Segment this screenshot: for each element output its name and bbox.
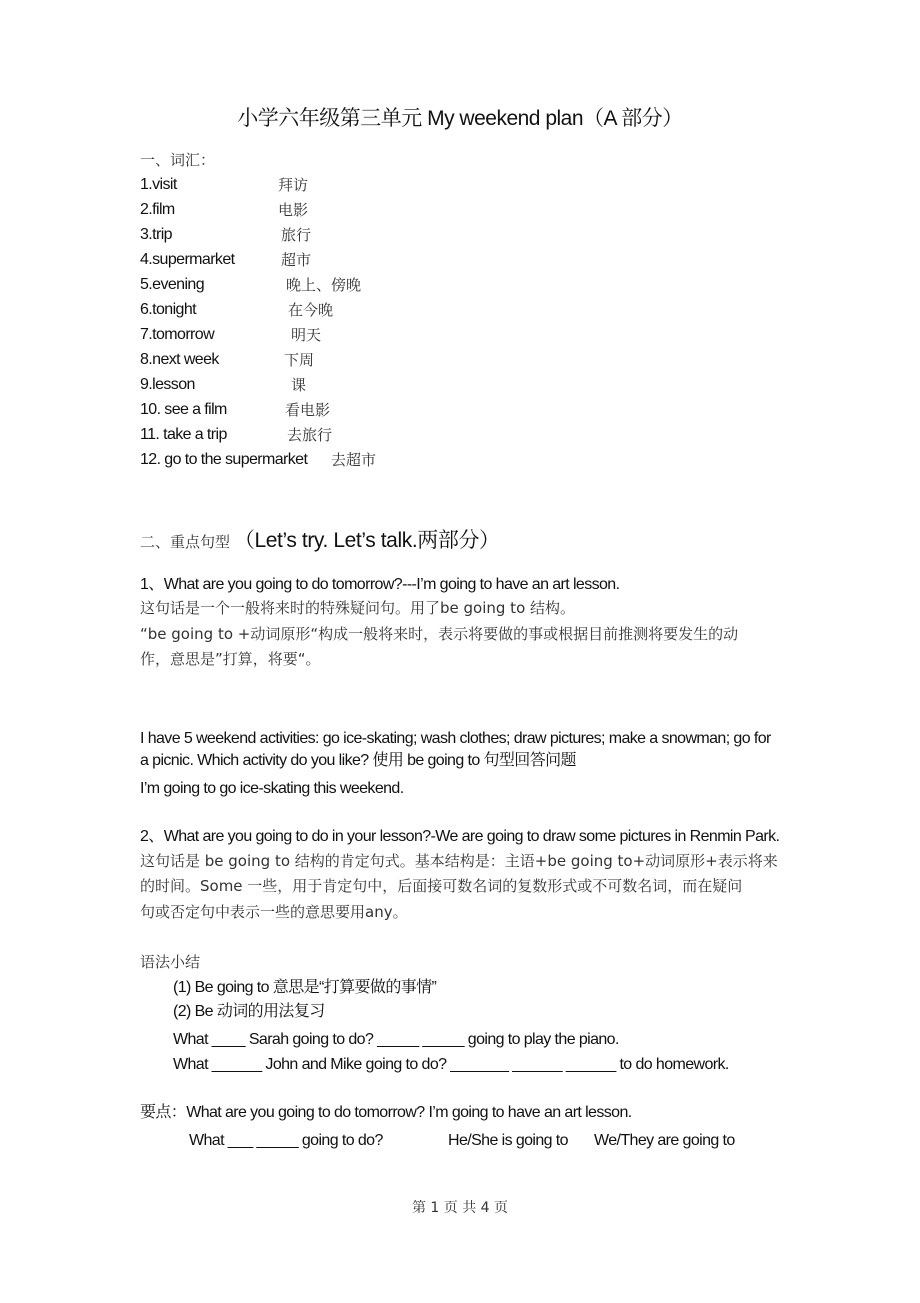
sentence2-note: 句或否定句中表示一些的意思要用any。 bbox=[140, 903, 408, 921]
vocab-cn: 看电影 bbox=[285, 401, 331, 419]
activity-answer: I’m going to go ice-skating this weekend. bbox=[140, 780, 404, 797]
vocab-en: 12. go to the supermarket bbox=[140, 451, 308, 468]
vocab-en: 3.trip bbox=[140, 226, 172, 243]
sentence2-question: 2、What are you going to do in your lesson?-We are going to draw some pictures in Renmin Park. bbox=[140, 828, 780, 845]
vocab-cn: 在今晚 bbox=[288, 301, 334, 319]
sentence1-question: 1、What are you going to do tomorrow?---I’m going to have an art lesson. bbox=[140, 576, 620, 593]
vocab-cn: 超市 bbox=[281, 251, 312, 269]
vocab-en: 7.tomorrow bbox=[140, 326, 215, 343]
vocab-heading: 一、词汇： bbox=[140, 151, 216, 169]
section2-heading-cn: 二、重点句型 bbox=[140, 533, 231, 551]
vocab-en: 5.evening bbox=[140, 276, 204, 293]
vocab-en: 4.supermarket bbox=[140, 251, 235, 268]
vocab-cn: 明天 bbox=[291, 326, 322, 344]
vocab-en: 10. see a film bbox=[140, 401, 227, 418]
sentence2-note: 的时间。Some 一些，用于肯定句中，后面接可数名词的复数形式或不可数名词，而在疑问 bbox=[140, 877, 743, 895]
vocab-cn: 去超市 bbox=[331, 451, 377, 469]
vocab-cn: 下周 bbox=[284, 351, 315, 369]
grammar-heading: 语法小结 bbox=[140, 953, 201, 971]
keypoints-line: 要点：What are you going to do tomorrow? I’m going to have an art lesson. bbox=[140, 1104, 632, 1121]
vocab-cn: 电影 bbox=[278, 201, 309, 219]
vocab-en: 6.tonight bbox=[140, 301, 196, 318]
page-footer: 第 1 页 共 4 页 bbox=[411, 1200, 509, 1216]
keypoints-pattern: He/She is going to bbox=[448, 1132, 568, 1149]
section2-heading bbox=[140, 528, 500, 556]
grammar-exercise: What ____ Sarah going to do? _____ _____ going to play the piano. bbox=[173, 1031, 619, 1048]
section2-heading-en: （Let’s try. Let’s talk.两部分） bbox=[233, 529, 500, 552]
sentence1-note: 作，意思是”打算，将要“。 bbox=[140, 650, 321, 668]
vocab-en: 9.lesson bbox=[140, 376, 195, 393]
grammar-exercise: What ______ John and Mike going to do? _______ ______ ______ to do homework. bbox=[173, 1056, 729, 1073]
sentence1-note: 这句话是一个一般将来时的特殊疑问句。用了be going to 结构。 bbox=[140, 599, 576, 617]
vocab-cn: 晚上、傍晚 bbox=[286, 276, 362, 294]
vocab-cn: 课 bbox=[291, 376, 307, 394]
grammar-point: (1) Be going to 意思是“打算要做的事情” bbox=[173, 979, 437, 996]
vocab-en: 2.film bbox=[140, 201, 175, 218]
keypoints-pattern: What ___ _____ going to do? bbox=[189, 1132, 383, 1149]
grammar-point: (2) Be 动词的用法复习 bbox=[173, 1003, 325, 1020]
sentence1-note: “be going to +动词原形“构成一般将来时，表示将要做的事或根据目前推测将要发生的动 bbox=[140, 625, 739, 643]
vocab-en: 1.visit bbox=[140, 176, 177, 193]
activity-text: a picnic. Which activity do you like? 使用 be going to 句型回答问题 bbox=[140, 752, 576, 769]
sentence2-note: 这句话是 be going to 结构的肯定句式。基本结构是：主语+be going to+动词原形+表示将来 bbox=[140, 852, 778, 870]
activity-text: I have 5 weekend activities: go ice-skating; wash clothes; draw pictures; make a snowman; go for bbox=[140, 730, 771, 747]
keypoints-pattern: We/They are going to bbox=[594, 1132, 735, 1149]
vocab-cn: 拜访 bbox=[278, 176, 309, 194]
vocab-cn: 去旅行 bbox=[287, 426, 333, 444]
vocab-en: 8.next week bbox=[140, 351, 219, 368]
page-title: 小学六年级第三单元 My weekend plan（A 部分） bbox=[237, 107, 683, 130]
vocab-en: 11. take a trip bbox=[140, 426, 227, 443]
vocab-cn: 旅行 bbox=[281, 226, 312, 244]
